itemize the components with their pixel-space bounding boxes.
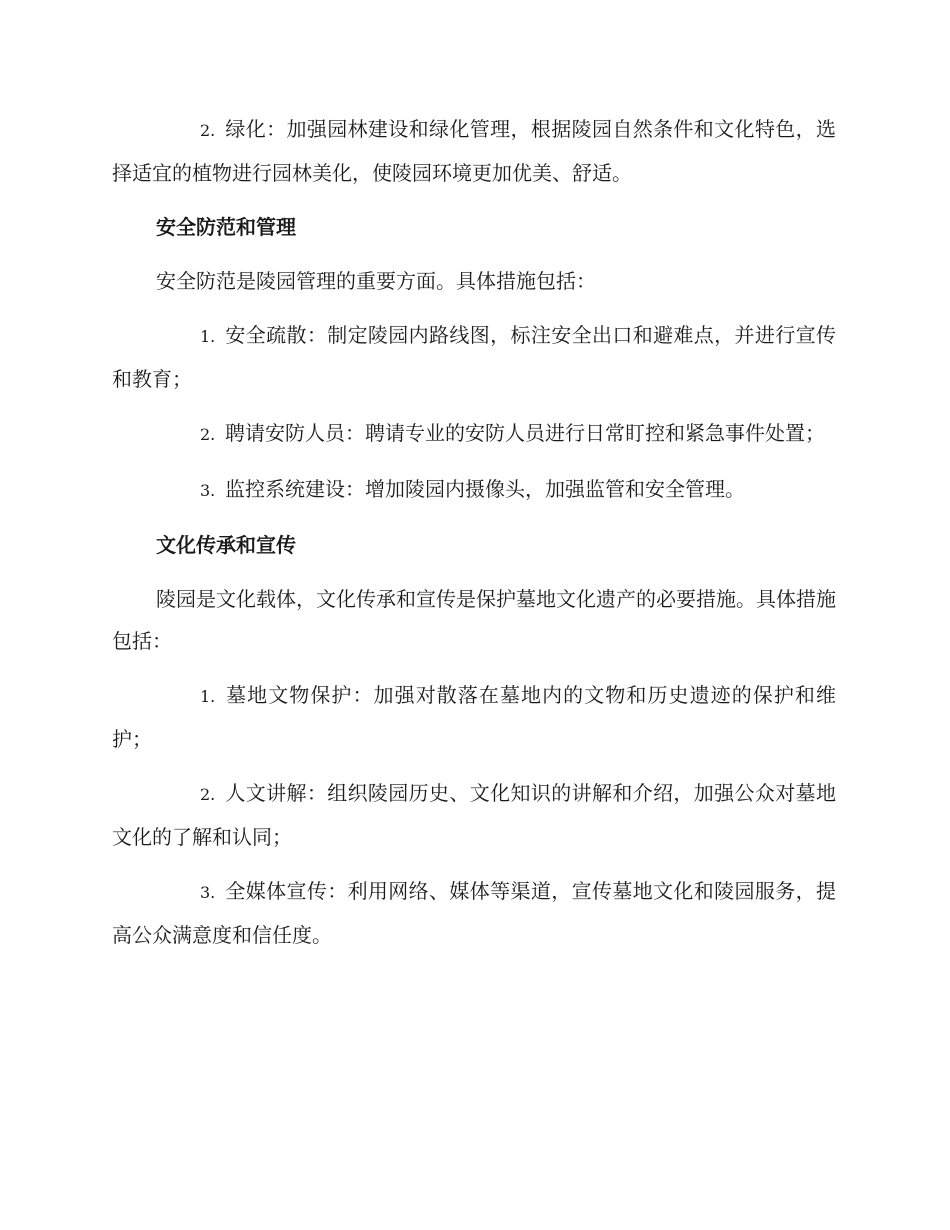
list-item-text: 监控系统建设：增加陵园内摄像头，加强监管和安全管理。 xyxy=(225,477,745,501)
list-item-greening xyxy=(112,108,836,194)
list-item-security-staff xyxy=(112,412,836,456)
list-number: 2. xyxy=(200,785,216,804)
list-item-text: 绿化：加强园林建设和绿化管理，根据陵园自然条件和文化特色，选择适宜的植物进行园林美化，使陵园环境更加优美、舒适。 xyxy=(112,117,836,185)
list-number: 2. xyxy=(200,425,216,444)
list-item-text: 安全疏散：制定陵园内路线图，标注安全出口和避难点，并进行宣传和教育； xyxy=(112,323,836,391)
list-item-relics xyxy=(112,674,836,760)
list-item-evacuation xyxy=(112,314,836,400)
paragraph-culture-intro: 陵园是文化载体，文化传承和宣传是保护墓地文化遗产的必要措施。具体措施包括： xyxy=(112,587,836,653)
list-number: 2. xyxy=(200,121,216,140)
list-number: 1. xyxy=(200,327,216,346)
section-heading-security: 安全防范和管理 xyxy=(156,215,296,239)
list-item-monitoring xyxy=(112,468,836,512)
list-item-text: 墓地文物保护：加强对散落在墓地内的文物和历史遗迹的保护和维护； xyxy=(112,683,836,751)
list-number: 3. xyxy=(200,481,216,500)
list-item-text: 全媒体宣传：利用网络、媒体等渠道，宣传墓地文化和陵园服务，提高公众满意度和信任度。 xyxy=(112,879,836,947)
list-item-media xyxy=(112,870,836,956)
list-number: 1. xyxy=(200,687,216,706)
list-item-text: 人文讲解：组织陵园历史、文化知识的讲解和介绍，加强公众对墓地文化的了解和认同； xyxy=(112,781,836,849)
list-item-guided-talks xyxy=(112,772,836,858)
paragraph-security-intro: 安全防范是陵园管理的重要方面。具体措施包括： xyxy=(156,269,596,293)
document-body xyxy=(112,108,836,968)
list-item-text: 聘请安防人员：聘请专业的安防人员进行日常盯控和紧急事件处置； xyxy=(225,421,825,445)
list-number: 3. xyxy=(200,883,216,902)
section-heading-culture: 文化传承和宣传 xyxy=(156,533,296,557)
